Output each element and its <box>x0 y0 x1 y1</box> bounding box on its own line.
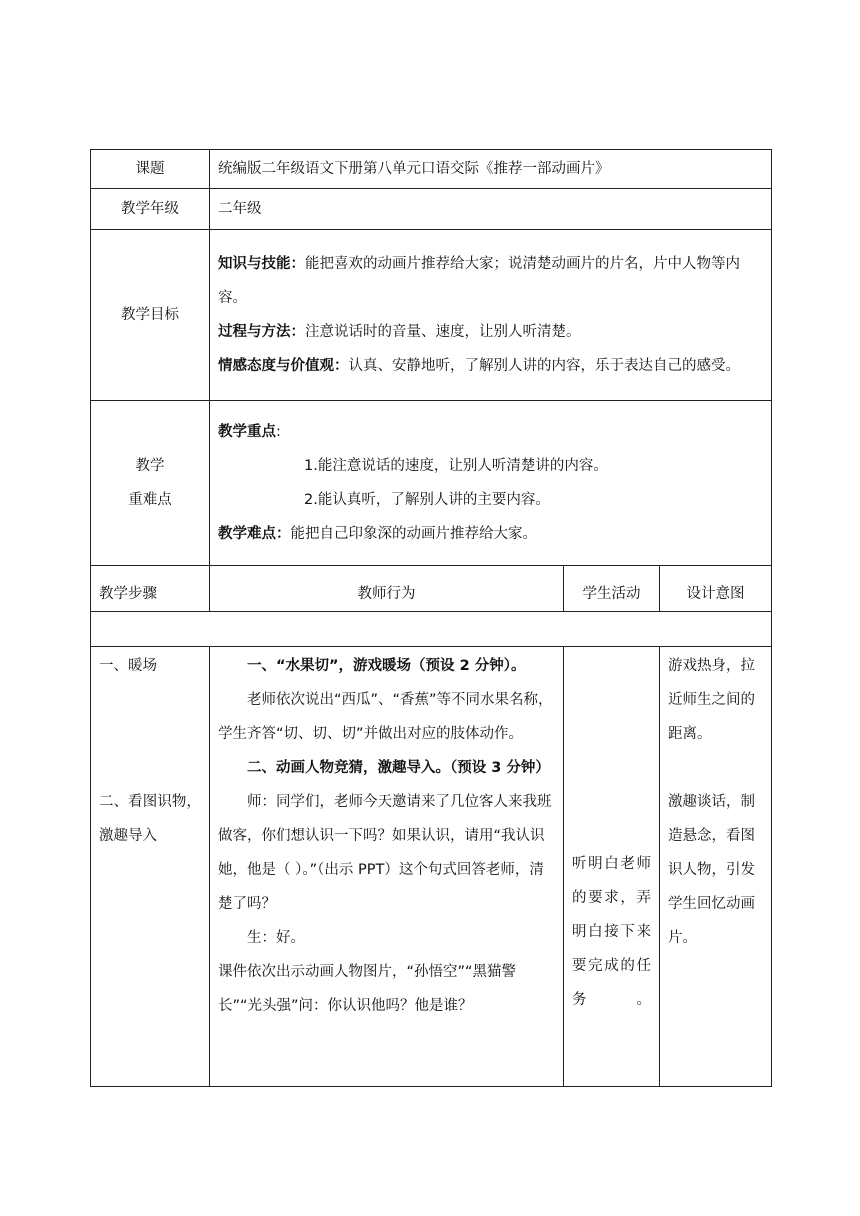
header-teacher: 教师行为 <box>210 566 564 612</box>
goals-content <box>210 230 772 401</box>
blank-row <box>91 612 772 647</box>
focus-item-1: 1.能注意说话的速度，让别人听清楚讲的内容。 <box>304 458 608 474</box>
header-design: 设计意图 <box>660 566 772 612</box>
student-text: 听明白老师的要求，弄明白接下来要完成的任务。 <box>572 856 651 1008</box>
teacher-behavior <box>210 647 564 1087</box>
grade-value: 二年级 <box>210 189 772 230</box>
design-intent <box>660 647 772 1087</box>
topic-label: 课题 <box>91 150 210 189</box>
goals-label: 教学目标 <box>91 230 210 401</box>
keypoints-content <box>210 401 772 566</box>
blank-cell <box>91 612 772 647</box>
design-1: 游戏热身，拉近师生之间的距离。 <box>668 658 755 742</box>
s2-body3: 课件依次出示动画人物图片，“孙悟空”“黑猫警长”“光头强”问：你认识他吗？他是谁？ <box>218 964 517 1014</box>
s2-body1: 师：同学们，老师今天邀请来了几位客人来我班做客，你们想认识一下吗？如果认识，请用“我认识她，他是（ ）。”（出示 PPT）这个句式回答老师，清楚了吗？ <box>218 794 552 912</box>
lesson-plan-table <box>90 149 772 1087</box>
step1-label: 一、暖场 <box>99 658 157 674</box>
focus-heading: 教学重点: <box>218 424 281 440</box>
header-row <box>91 566 772 612</box>
header-step: 教学步骤 <box>91 566 210 612</box>
focus-item-2: 2.能认真听，了解别人讲的主要内容。 <box>304 492 550 508</box>
s1-title: 一、“水果切”，游戏暖场（预设 2 分钟）。 <box>247 658 526 674</box>
topic-row <box>91 150 772 189</box>
keypoints-label: 教学 重难点 <box>91 401 210 566</box>
s1-body: 老师依次说出“西瓜”、“香蕉”等不同水果名称，学生齐答“切、切、切”并做出对应的肢体动作。 <box>218 692 553 742</box>
keypoints-row <box>91 401 772 566</box>
difficulty-line: 教学难点：能把自己印象深的动画片推荐给大家。 <box>218 526 537 542</box>
goal-knowledge: 知识与技能：能把喜欢的动画片推荐给大家；说清楚动画片的片名，片中人物等内容。 <box>218 256 740 306</box>
s2-title: 二、动画人物竞猜，激趣导入。（预设 3 分钟） <box>247 760 550 776</box>
s2-body2: 生：好。 <box>247 930 305 946</box>
grade-row <box>91 189 772 230</box>
student-activity <box>564 647 660 1087</box>
step2-label: 二、看图识物，激趣导入 <box>99 794 201 844</box>
steps-labels <box>91 647 210 1087</box>
topic-value: 统编版二年级语文下册第八单元口语交际《推荐一部动画片》 <box>210 150 772 189</box>
header-student: 学生活动 <box>564 566 660 612</box>
goals-row <box>91 230 772 401</box>
design-2: 激趣谈话，制造悬念，看图识人物，引发学生回忆动画片。 <box>668 794 755 946</box>
grade-label: 教学年级 <box>91 189 210 230</box>
steps-row <box>91 647 772 1087</box>
goal-process: 过程与方法：注意说话时的音量、速度，让别人听清楚。 <box>218 324 581 340</box>
goal-attitude: 情感态度与价值观：认真、安静地听，了解别人讲的内容，乐于表达自己的感受。 <box>218 358 740 374</box>
